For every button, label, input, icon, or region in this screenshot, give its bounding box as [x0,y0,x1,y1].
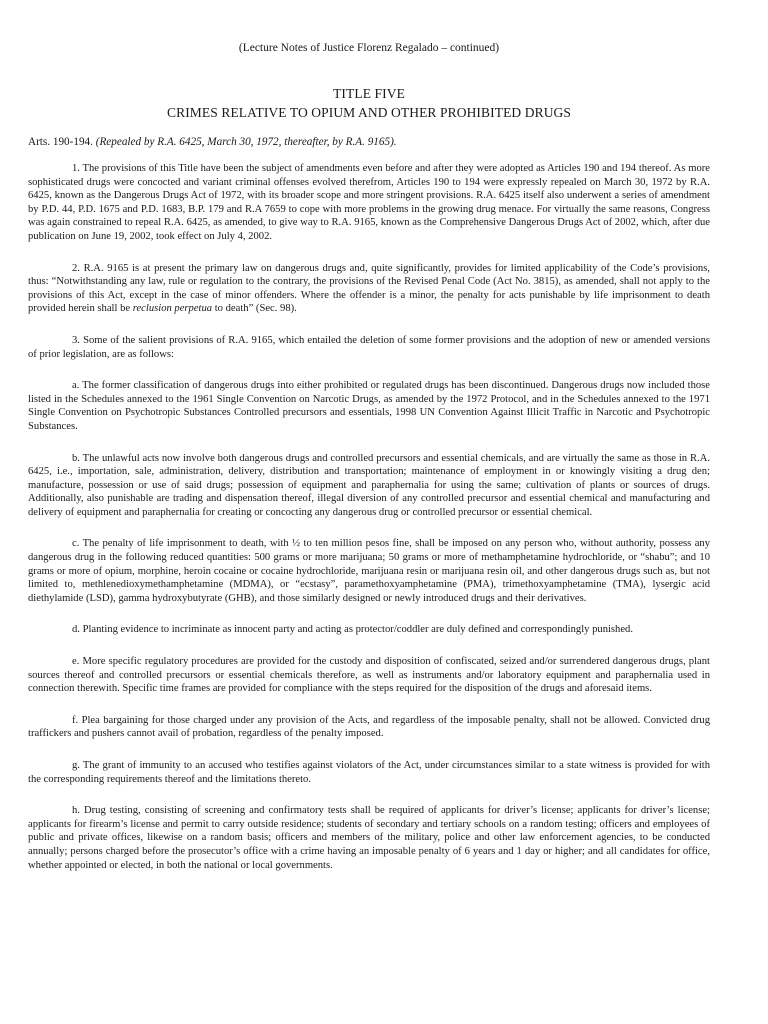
paragraph-2 [28,262,710,316]
subitem-d: d. Planting evidence to incriminate as innocent party and acting as protector/coddler are duly defined and correspondingly punished. [72,624,633,636]
subitem-a: a. The former classification of dangerous drugs into either prohibited or regulated drugs has been discontinued. Dangerous drugs now included those listed in the Schedules annexed to the 1961 Single Convention on Narcotic Drugs, as amended by the 1972 Protocol, and in the Schedules annexed to the 1971 Single Convention on Psychotropic Substances Controlled precursors and essentials, 1998 UN Convention Against Illicit Traffic in Narcotic and Psychotropic Substances. [28,380,710,432]
arts-repeal-note: (Repealed by R.A. 6425, March 30, 1972, thereafter, by R.A. 9165). [95,136,397,148]
title-line-1: TITLE FIVE [333,86,405,101]
paragraph-2-text: 2. R.A. 9165 is at present the primary law on dangerous drugs and, quite significantly, provides for limited applicability of the Code’s provisions, thus: “Notwithstanding any law, rule or regulation to the contrary, the provisions of the Revised Penal Code (Act No. 3815), as amended, shall not apply to the provisions of this Act, except in the case of minor offenders. Where the offender is a minor, the penalty for acts punishable by life imprisonment to death provided herein shall be [28,262,710,315]
subitem-g: g. The grant of immunity to an accused who testifies against violators of the Act, under circumstances similar to a state witness is provided for with the corresponding requirements thereof and the limitations thereto. [28,760,710,785]
subitem-f: f. Plea bargaining for those charged under any provision of the Acts, and regardless of the imposable penalty, shall not be allowed. Convicted drug traffickers and pushers cannot avail of probation, regardless of the penalty imposed. [28,714,710,740]
subitem-e: e. More specific regulatory procedures are provided for the custody and disposition of confiscated, seized and/or surrendered dangerous drugs, plant sources thereof and controlled precursors or essential chemicals therefore, as well as instruments and/or laboratory equipment and paraphernalia used in connection therewith. Specific time frames are provided for compliance with the steps required for the disposition of the drugs and aforesaid items. [28,656,710,695]
subitem-b: b. The unlawful acts now involve both dangerous drugs and controlled precursors and essential chemicals, and are virtually the same as those in R.A. 6425, i.e., importation, sale, administration, delivery, distribution and transportation; maintenance of employment in or knowingly visiting a drug den; manufacture, possession or use of said drugs; possession of equipment and paraphernalia for using the same; cultivation of plants or sources of drugs. Additionally, also punishable are trading and dispensation thereof, illegal diversion of any controlled precursor and essential chemical and manufacturing and delivery of equipment and paraphernalia for creating or concocting any dangerous drug or controlled precursor or essential chemical. [28,452,710,518]
paragraph-1: 1. The provisions of this Title have been the subject of amendments even before and after they were adopted as Articles 190 and 194 thereof. As more sophisticated drugs were concocted and variant criminal offenses evolved therefrom, Articles 190 to 194 were expressly repealed on March 30, 1972 by R.A. 6425, known as the Dangerous Drugs Act of 1972, with its broader scope and more stringent provisions. R.A. 6425 itself also underwent a series of amendment by P.D. 44, P.D. 1675 and P.D. 1683, B.P. 179 and R.A 7659 to cope with more problems in the growing drug menace. For virtually the same reasons, Congress was again constrained to repeal R.A. 6425, as amended, to give way to R.A. 9165, known as the Comprehensive Dangerous Drugs Act of 2002, which, after due publication on June 19, 2002, took effect on July 4, 2002. [28,163,710,242]
subitem-c: c. The penalty of life imprisonment to death, with ½ to ten million pesos fine, shall be imposed on any person who, without authority, possess any dangerous drug in the following reduced quantities: 500 grams or more marijuana; 50 grams or more of methamphetamine hydrochloride, or “shabu”; and 10 grams or more of opium, morphine, heroin cocaine or cocaine hydrochloride, marijuana resin or marijuana resin oil, and other dangerous drugs such as, but not limited to, methlenedioxymethamphetamine (MDMA), or “ecstasy”, paramethoxyamphetamine (PMA), trimethoxyamphetamine (TMA), lysergic acid diethylamide (LSD), gamma hydroxybutyrate (GHB), and those similarly designed or newly introduced drugs and their derivatives. [28,538,710,604]
paragraph-2-italic: reclusion perpetua [132,303,213,315]
header-note: (Lecture Notes of Justice Florenz Regalado – continued) [238,42,500,54]
paragraph-2-tail: to death” (Sec. 98). [212,303,297,315]
title-line-2: CRIMES RELATIVE TO OPIUM AND OTHER PROHIBITED DRUGS [167,105,571,120]
paragraph-3: 3. Some of the salient provisions of R.A. 9165, which entailed the deletion of some former provisions and the adoption of new or amended versions of prior legislation, are as follows: [28,334,710,360]
subitem-h: h. Drug testing, consisting of screening and confirmatory tests shall be required of applicants for driver’s license; applicants for driver’s license; applicants for firearm’s license and permit to carry outside residence; students of secondary and tertiary schools on a random testing; officers and employees of public and private offices, likewise on a random basis; officers and members of the military, police and other law enforcement agencies, to be conducted annually; persons charged before the prosecutor’s office with a crime having an imposable penalty of 6 years and 1 day or higher; and all candidates for office, whether appointed or elected, in both the national or local governments. [28,805,710,871]
arts-label: Arts. 190-194. [28,136,93,148]
title-block [28,84,710,122]
arts-heading [28,136,710,148]
